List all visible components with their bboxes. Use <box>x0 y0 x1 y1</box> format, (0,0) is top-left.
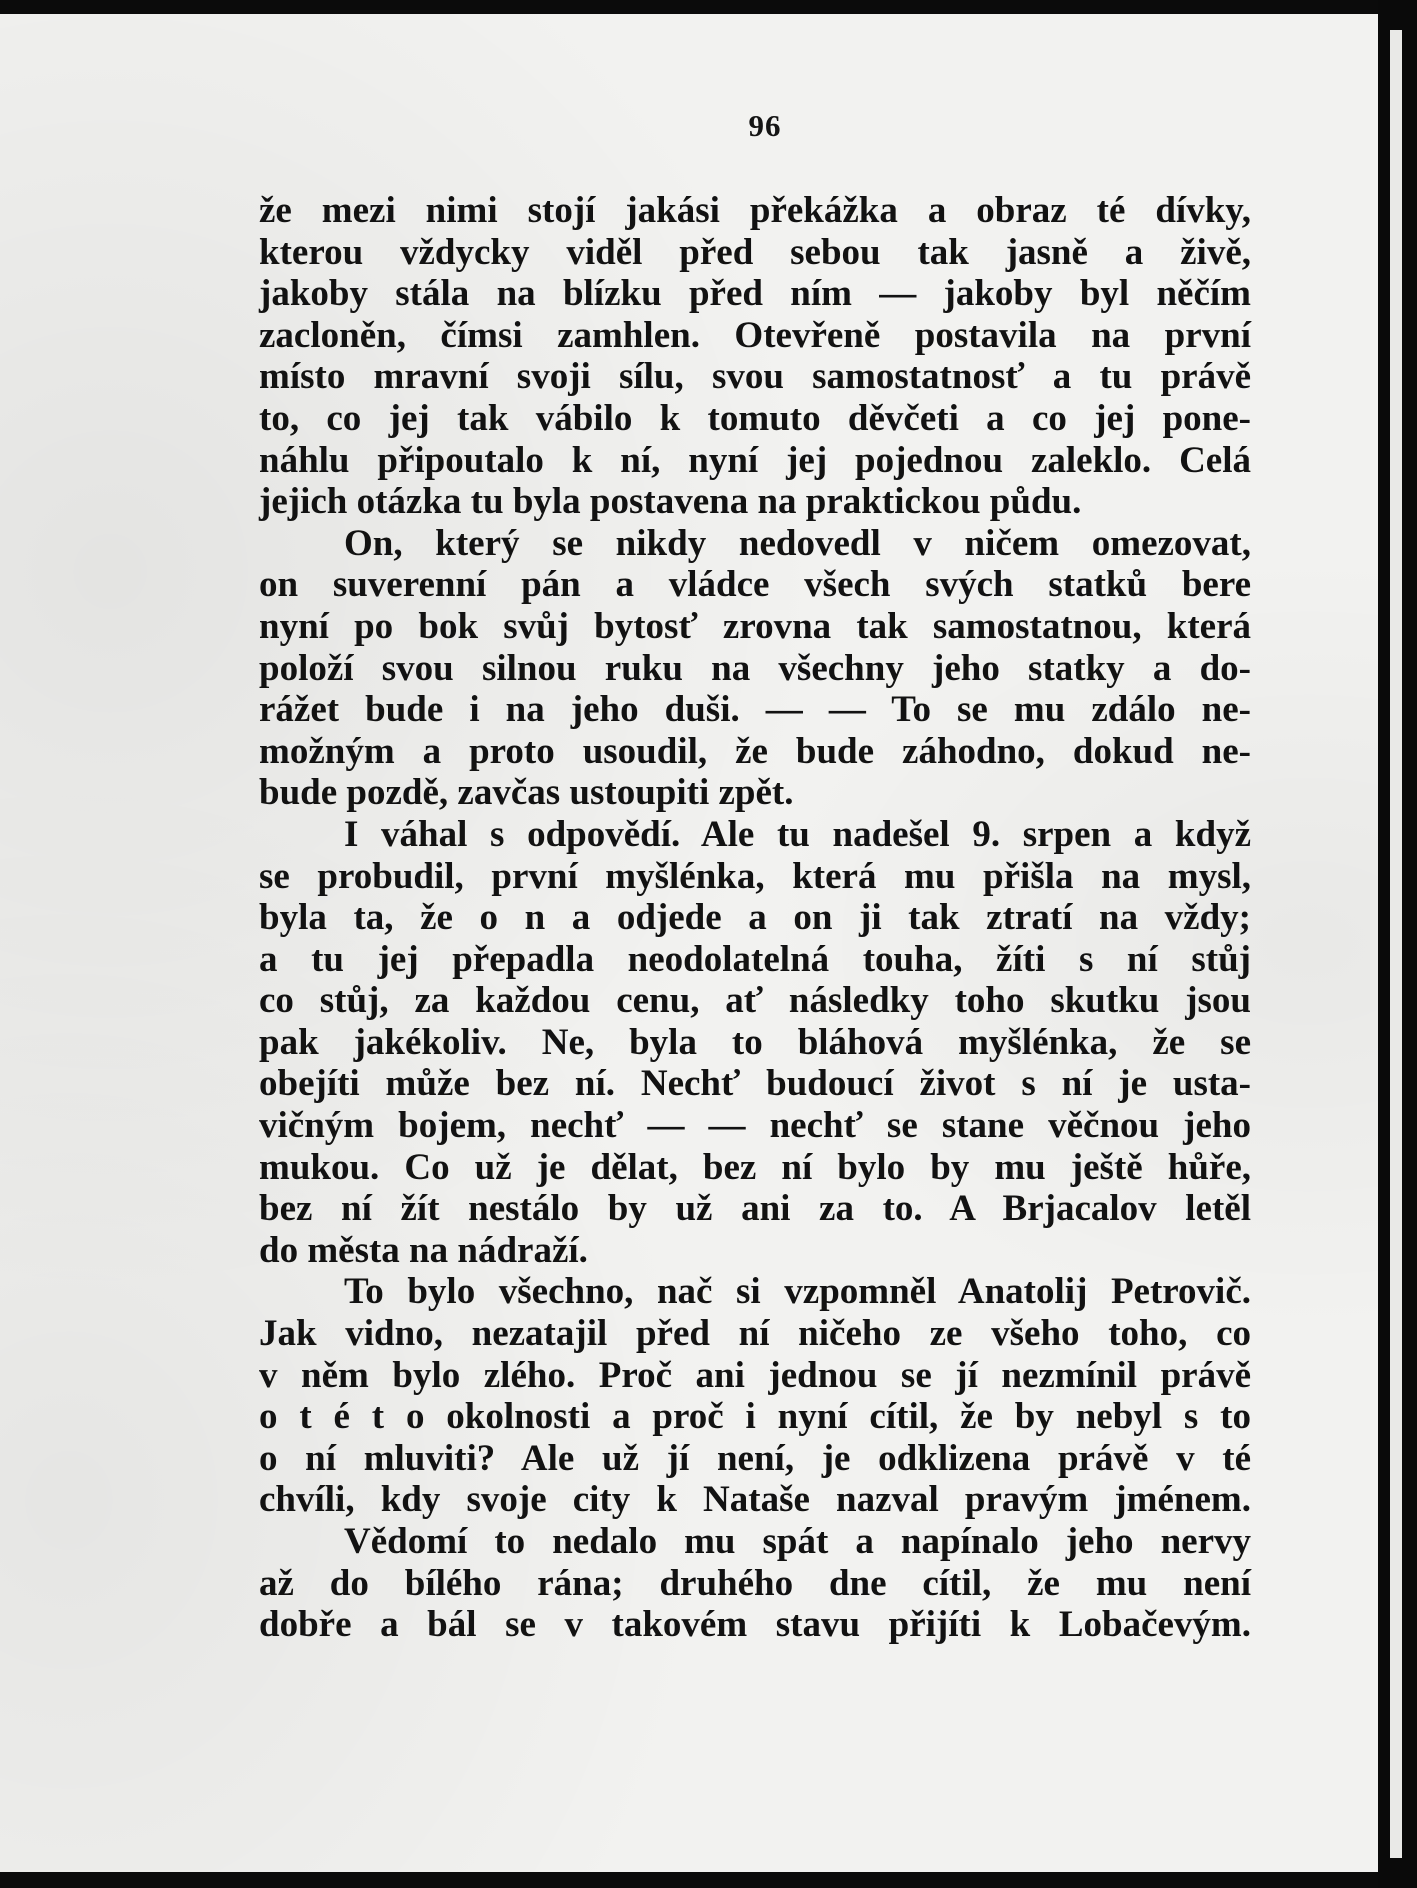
text-line: místo mravní svoji sílu, svou samostatnosť a tu právě <box>259 356 1251 398</box>
text-line: kterou vždycky viděl před sebou tak jasně a živě, <box>259 231 1251 273</box>
text-line: chvíli, kdy svoje city k Nataše nazval pravým jménem. <box>259 1479 1251 1521</box>
text-line: jejich otázka tu byla postavena na praktickou půdu. <box>259 481 1082 523</box>
body-text <box>259 190 1251 1646</box>
text-line: a tu jej přepadla neodolatelná touha, žíti s ní stůj <box>259 938 1251 980</box>
text-line: zacloněn, čímsi zamhlen. Otevřeně postavila na první <box>259 314 1251 356</box>
text-line: On, který se nikdy nedovedl v ničem omezovat, <box>344 522 1251 564</box>
text-line: až do bílého rána; druhého dne cítil, že mu není <box>259 1562 1251 1604</box>
text-line: náhlu připoutalo k ní, nyní jej pojednou zaleklo. Celá <box>259 439 1251 481</box>
text-line: mukou. Co už je dělat, bez ní bylo by mu ještě hůře, <box>259 1146 1251 1188</box>
text-line: možným a proto usoudil, že bude záhodno, dokud ne- <box>259 730 1251 772</box>
text-line: v něm bylo zlého. Proč ani jednou se jí nezmínil právě <box>259 1354 1251 1396</box>
text-line: nyní po bok svůj bytosť zrovna tak samostatnou, která <box>259 605 1251 647</box>
text-line: vičným bojem, nechť — — nechť se stane věčnou jeho <box>259 1105 1251 1147</box>
text-line: byla ta, že o n a odjede a on ji tak ztratí na vždy; <box>259 897 1251 939</box>
text-line: dobře a bál se v takovém stavu přijíti k Lobačevým. <box>259 1604 1251 1646</box>
text-line: rážet bude i na jeho duši. — — To se mu zdálo ne- <box>259 689 1251 731</box>
text-line: o t é t o okolnosti a proč i nyní cítil, že by nebyl s to <box>259 1396 1251 1438</box>
text-line: do města na nádraží. <box>259 1229 588 1271</box>
text-line: bez ní žít nestálo by už ani za to. A Brjacalov letěl <box>259 1188 1251 1230</box>
adjacent-page-edge <box>1390 30 1402 1858</box>
text-line: I váhal s odpovědí. Ale tu nadešel 9. srpen a když <box>344 813 1251 855</box>
page-number: 96 <box>748 108 782 143</box>
text-line: pak jakékoliv. Ne, byla to bláhová myšlénka, že se <box>259 1021 1251 1063</box>
text-line: se probudil, první myšlénka, která mu přišla na mysl, <box>259 855 1251 897</box>
text-line: obejíti může bez ní. Nechť budoucí život s ní je usta- <box>259 1063 1251 1105</box>
text-line: o ní mluviti? Ale už jí není, je odklizena právě v té <box>259 1437 1251 1479</box>
text-line: on suverenní pán a vládce všech svých statků bere <box>259 564 1251 606</box>
text-line: Vědomí to nedalo mu spát a napínalo jeho nervy <box>344 1521 1251 1562</box>
text-line: jakoby stála na blízku před ním — jakoby byl něčím <box>259 273 1251 315</box>
text-line: To bylo všechno, nač si vzpomněl Anatolij Petrovič. <box>344 1271 1251 1313</box>
text-line: Jak vidno, nezatajil před ní ničeho ze všeho toho, co <box>259 1313 1251 1355</box>
text-line: bude pozdě, zavčas ustoupiti zpět. <box>259 772 794 814</box>
text-line: co stůj, za každou cenu, ať následky toho skutku jsou <box>259 980 1251 1022</box>
text-line: to, co jej tak vábilo k tomuto děvčeti a co jej pone- <box>259 397 1251 439</box>
text-line: že mezi nimi stojí jakási překážka a obraz té dívky, <box>259 190 1251 231</box>
text-line: položí svou silnou ruku na všechny jeho statky a do- <box>259 647 1251 689</box>
